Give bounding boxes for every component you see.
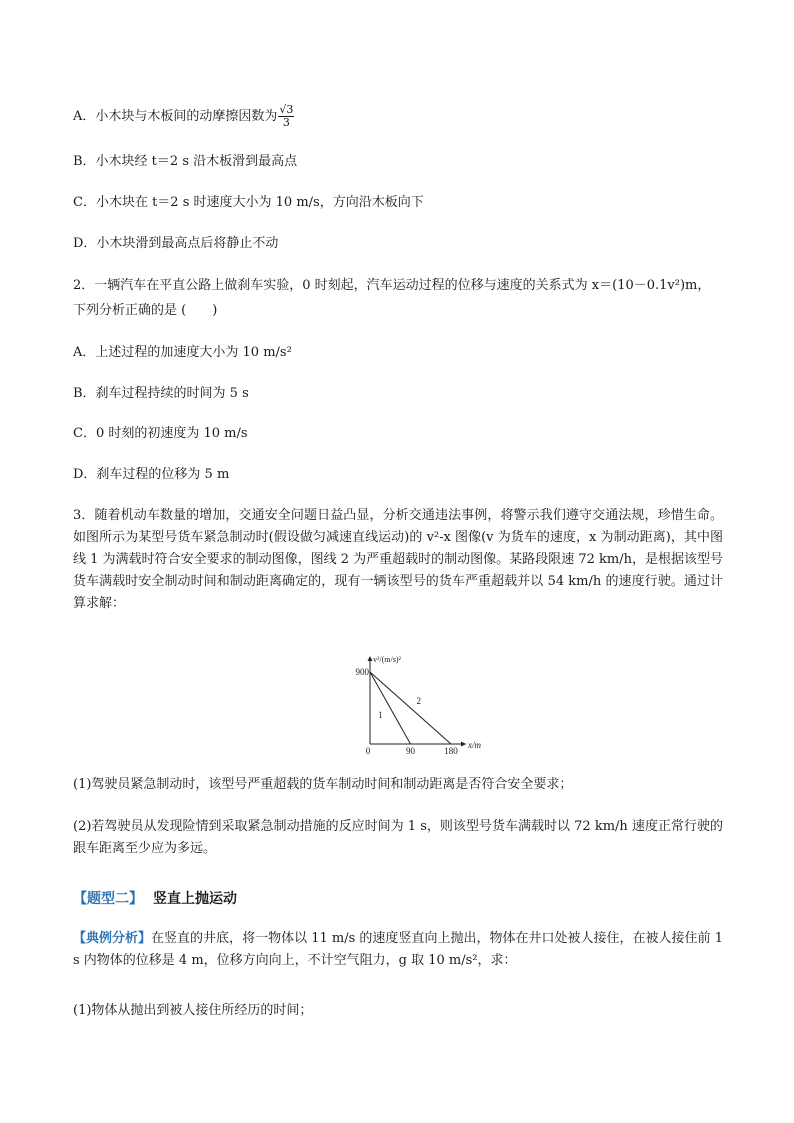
section-title: 竖直上抛运动 [153, 891, 237, 907]
q2-option-c: C．0 时刻的初速度为 10 m/s [73, 426, 248, 441]
q2-stem-line2: 下列分析正确的是 ( ) [73, 303, 218, 318]
q2-option-b: B．刹车过程持续的时间为 5 s [73, 386, 249, 401]
q1-option-a-text: A．小木块与木板间的动摩擦因数为 [73, 109, 278, 124]
x-tick-label: 180 [444, 746, 458, 756]
series-label-1: 1 [378, 710, 383, 720]
example-paragraph [73, 928, 723, 972]
x-axis-arrow [461, 742, 466, 747]
q1-option-b: B．小木块经 t＝2 s 沿木板滑到最高点 [73, 154, 298, 169]
fraction-denominator: 3 [282, 116, 290, 129]
example-sub1: (1)物体从抛出到被人接住所经历的时间； [73, 1003, 313, 1018]
x-tick-label: 90 [406, 746, 415, 756]
example-text: 在竖直的井底，将一物体以 11 m/s 的速度竖直向上抛出，物体在井口处被人接住，在被人接住前 1 s 内物体的位移是 4 m，位移方向向上，不计空气阻力，g 取 10 m/s²，求： [73, 931, 723, 968]
q2-option-d: D．刹车过程的位移为 5 m [73, 467, 230, 482]
y-tick-label: 900 [355, 667, 369, 677]
q2-stem-line1: 2．一辆汽车在平直公路上做刹车实验，0 时刻起，汽车运动过程的位移与速度的关系式为 x＝(10－0.1v²)m， [73, 278, 711, 293]
series-line-2 [370, 672, 451, 744]
q3-sub2: (2)若驾驶员从发现险情到采取紧急制动措施的反应时间为 1 s，则该型号货车满载时以 72 km/h 速度正常行驶的跟车距离至少应为多远。 [73, 819, 723, 856]
origin-label: 0 [365, 746, 371, 756]
series-line-1 [370, 672, 411, 744]
x-axis-label: x/m [468, 740, 481, 750]
example-tag: 【典例分析】 [73, 931, 152, 946]
series-label-2: 2 [416, 696, 421, 706]
q1-option-c: C．小木块在 t＝2 s 时速度大小为 10 m/s，方向沿木板向下 [73, 195, 424, 210]
y-axis-label: v²/(m/s)² [373, 655, 401, 664]
q1-option-a [73, 104, 294, 129]
q3-stem: 3．随着机动车数量的增加，交通安全问题日益凸显，分析交通违法事例，将警示我们遵守交通法规，珍惜生命。如图所示为某型号货车紧急制动时(假设做匀减速直线运动)的 v²-x 图像(v 为货车的速度，x 为制动距离)，其中图线 1 为满载时符合安全要求的制动图像，图线 2 为严重超载时的制动图像。某路段限速 72 km/h，是根据该型号货车满载时安全制动时间和制动距离确定的，现有一辆该型号的货车严重超载并以 54 km/h 的速度行驶。通过计算求解： [73, 508, 723, 611]
q2-option-a: A．上述过程的加速度大小为 10 m/s² [73, 345, 292, 360]
section-heading [73, 888, 237, 908]
y-axis-arrow [368, 656, 373, 661]
q3-sub1: (1)驾驶员紧急制动时，该型号严重超载的货车制动时间和制动距离是否符合安全要求； [73, 777, 573, 792]
section-tag: 【题型二】 [73, 891, 143, 907]
v2-x-chart [340, 652, 481, 756]
q1-option-d: D．小木块滑到最高点后将静止不动 [73, 236, 279, 251]
fraction-numerator: √3 [279, 103, 294, 116]
fraction-sqrt3-over-3 [278, 104, 294, 129]
